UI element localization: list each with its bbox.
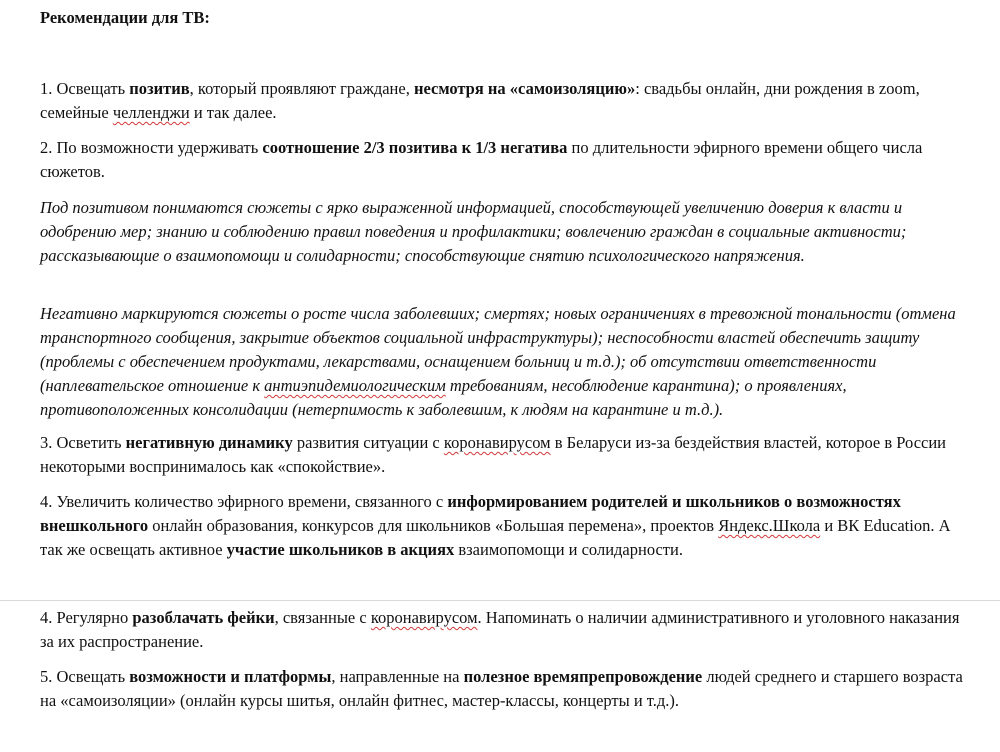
p1-text: : свадьбы онлайн, дни рождения в zoom, семейные [40,79,920,122]
spellcheck-word[interactable]: челленджи [112,103,190,122]
p8-bold-pastime: полезное времяпрепровождение [463,667,703,686]
p5-bold-dynamics: негативную динамику [125,433,293,452]
paragraph-3 [40,431,970,479]
p4-text: Негативно маркируются сюжеты о росте числа заболевших; смертях; новых ограничениях в тревожной тональности (отмена транспортного сообщения, закрытие объектов социальной инфраструктуры); неспособности властей обеспечить защиту (проблемы с обеспечением продуктами, лекарствами, оснащением больниц и т.д.); об отсутствии ответственности (наплевательское отношение к [40,304,956,395]
paragraph-4a [40,490,970,562]
p2-text: по длительности эфирного времени общего числа сюжетов. [40,138,923,181]
p6-bold-informing: информированием родителей и школьников о возможностях внешкольного [40,492,901,535]
p7-bold-fakes: разоблачать фейки [132,608,275,627]
paragraph-positive-definition: Под позитивом понимаются сюжеты с ярко выраженной информацией, способствующей увеличению доверия к власти и одобрению мер; знанию и соблюдению правил поведения и профилактики; вовлечению граждан в социальные активности; рассказывающие о взаимопомощи и солидарности; способствующие снятию психологического напряжения. [40,198,907,265]
page-break-divider [0,600,1000,601]
p6-text: взаимопомощи и солидарности. [454,540,683,559]
paragraph-1 [40,77,970,125]
spellcheck-word[interactable]: антиэпидемиологическим [264,376,446,395]
p8-text: , направленные на [331,667,464,686]
p5-text: в Беларуси из-за бездействия властей, которое в России некоторыми воспринималось как «спокойствие». [40,433,947,476]
p7-text: , связанные с [274,608,371,627]
paragraph-negative-definition [40,302,970,422]
p8-bold-platforms: возможности и платформы [129,667,332,686]
paragraph-4b [40,606,970,654]
p7-text: . Напоминать о наличии административного и уголовного наказания за их распространение. [40,608,960,651]
document-title: Рекомендации для ТВ: [40,8,210,27]
p1-bold-positive: позитив [129,79,190,98]
p6-text: и ВК Education. А так же освещать активное [40,516,951,559]
p1-text: и так далее. [189,103,277,122]
spellcheck-word[interactable]: Яндекс.Школа [718,516,821,535]
p4-text: требованиям, несоблюдение карантина); о проявлениях, противоположенных консолидации (нетерпимость к заболевшим, к людям на карантине и т.д.). [40,376,847,419]
paragraph-5 [40,665,970,713]
spellcheck-word[interactable]: коронавирусом [370,608,478,627]
p2-text: 2. По возможности удерживать [40,138,263,157]
p1-bold-self-isolation: несмотря на «самоизоляцию» [413,79,636,98]
spellcheck-word[interactable]: коронавирусом [443,433,551,452]
p1-text: , который проявляют граждане, [189,79,414,98]
p6-text: 4. Увеличить количество эфирного времени, связанного с [40,492,448,511]
p5-text: развития ситуации с [292,433,444,452]
p5-text: 3. Осветить [40,433,126,452]
p6-text: онлайн образования, конкурсов для школьников «Большая перемена», проектов [148,516,719,535]
p2-bold-ratio: соотношение 2/3 позитива к 1/3 негатива [262,138,568,157]
p1-text: 1. Освещать [40,79,130,98]
p7-text: 4. Регулярно [40,608,133,627]
p8-text: людей среднего и старшего возраста на «самоизоляции» (онлайн курсы шитья, онлайн фитнес, мастер-классы, концерты и т.д.). [40,667,963,710]
p6-bold-participation: участие школьников в акциях [226,540,455,559]
p8-text: 5. Освещать [40,667,130,686]
paragraph-2 [40,136,970,184]
